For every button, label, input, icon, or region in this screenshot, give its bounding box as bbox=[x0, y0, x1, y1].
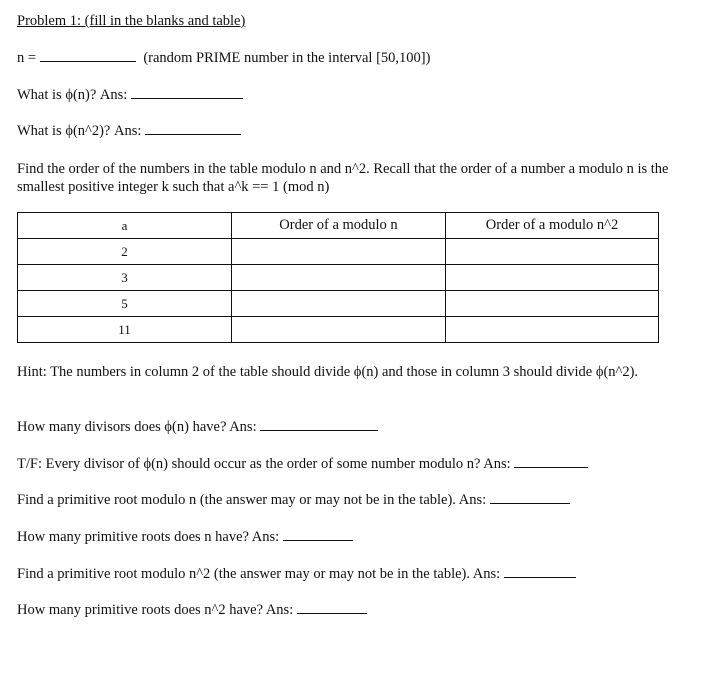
n-blank[interactable] bbox=[40, 49, 136, 62]
table-cell-a: 3 bbox=[18, 265, 232, 291]
question-count-roots-n2-text: How many primitive roots does n^2 have? Ans: bbox=[17, 602, 294, 618]
question-true-false-text: T/F: Every divisor of ϕ(n) should occur as the order of some number modulo n? Ans: bbox=[17, 456, 511, 472]
table-row bbox=[18, 265, 659, 291]
n-label: n = bbox=[17, 50, 40, 66]
question-count-roots-n2 bbox=[17, 601, 367, 619]
count-roots-n-answer-blank[interactable] bbox=[283, 528, 353, 541]
question-true-false bbox=[17, 455, 588, 473]
question-phi-n2-text: What is ϕ(n^2)? Ans: bbox=[17, 123, 142, 139]
question-primitive-root-n2-text: Find a primitive root modulo n^2 (the answer may or may not be in the table). Ans: bbox=[17, 566, 501, 582]
table-cell-order-mod-n[interactable] bbox=[232, 265, 446, 291]
question-primitive-root-n-text: Find a primitive root modulo n (the answer may or may not be in the table). Ans: bbox=[17, 492, 487, 508]
table-cell-a: 2 bbox=[18, 239, 232, 265]
count-roots-n2-answer-blank[interactable] bbox=[297, 601, 367, 614]
table-header-order-mod-n: Order of a modulo n bbox=[232, 213, 446, 239]
table-header-order-mod-n2: Order of a modulo n^2 bbox=[446, 213, 659, 239]
table-row bbox=[18, 239, 659, 265]
question-divisors-text: How many divisors does ϕ(n) have? Ans: bbox=[17, 419, 257, 435]
n-note: (random PRIME number in the interval [50,100]) bbox=[143, 50, 431, 66]
table-cell-order-mod-n[interactable] bbox=[232, 317, 446, 343]
table-cell-order-mod-n[interactable] bbox=[232, 239, 446, 265]
page-title: Problem 1: (fill in the blanks and table) bbox=[17, 13, 246, 29]
question-primitive-root-n bbox=[17, 491, 570, 509]
table-row bbox=[18, 291, 659, 317]
table-cell-a: 11 bbox=[18, 317, 232, 343]
table-cell-order-mod-n2[interactable] bbox=[446, 317, 659, 343]
phi-n-answer-blank[interactable] bbox=[131, 86, 243, 99]
question-count-roots-n-text: How many primitive roots does n have? Ans: bbox=[17, 529, 280, 545]
primitive-root-n2-answer-blank[interactable] bbox=[504, 565, 576, 578]
phi-n2-answer-blank[interactable] bbox=[145, 122, 241, 135]
table-header-row bbox=[18, 213, 659, 239]
table-row bbox=[18, 317, 659, 343]
question-count-roots-n bbox=[17, 528, 353, 546]
table-cell-order-mod-n2[interactable] bbox=[446, 291, 659, 317]
question-divisors bbox=[17, 418, 378, 436]
table-cell-order-mod-n2[interactable] bbox=[446, 239, 659, 265]
question-phi-n bbox=[17, 86, 243, 104]
question-phi-n-text: What is ϕ(n)? Ans: bbox=[17, 87, 128, 103]
table-cell-a: 5 bbox=[18, 291, 232, 317]
order-table bbox=[17, 212, 659, 343]
divisors-answer-blank[interactable] bbox=[260, 418, 378, 431]
n-line bbox=[17, 49, 430, 67]
primitive-root-n-answer-blank[interactable] bbox=[490, 491, 570, 504]
table-cell-order-mod-n[interactable] bbox=[232, 291, 446, 317]
table-cell-order-mod-n2[interactable] bbox=[446, 265, 659, 291]
true-false-answer-blank[interactable] bbox=[514, 455, 588, 468]
hint: Hint: The numbers in column 2 of the table should divide ϕ(n) and those in column 3 should divide ϕ(n^2). bbox=[17, 364, 639, 380]
instructions: Find the order of the numbers in the table modulo n and n^2. Recall that the order of a number a modulo n is the smallest positive integer k such that a^k == 1 (mod n) bbox=[17, 161, 669, 195]
table-header-a: a bbox=[18, 213, 232, 239]
question-phi-n2 bbox=[17, 122, 241, 140]
question-primitive-root-n2 bbox=[17, 565, 576, 583]
